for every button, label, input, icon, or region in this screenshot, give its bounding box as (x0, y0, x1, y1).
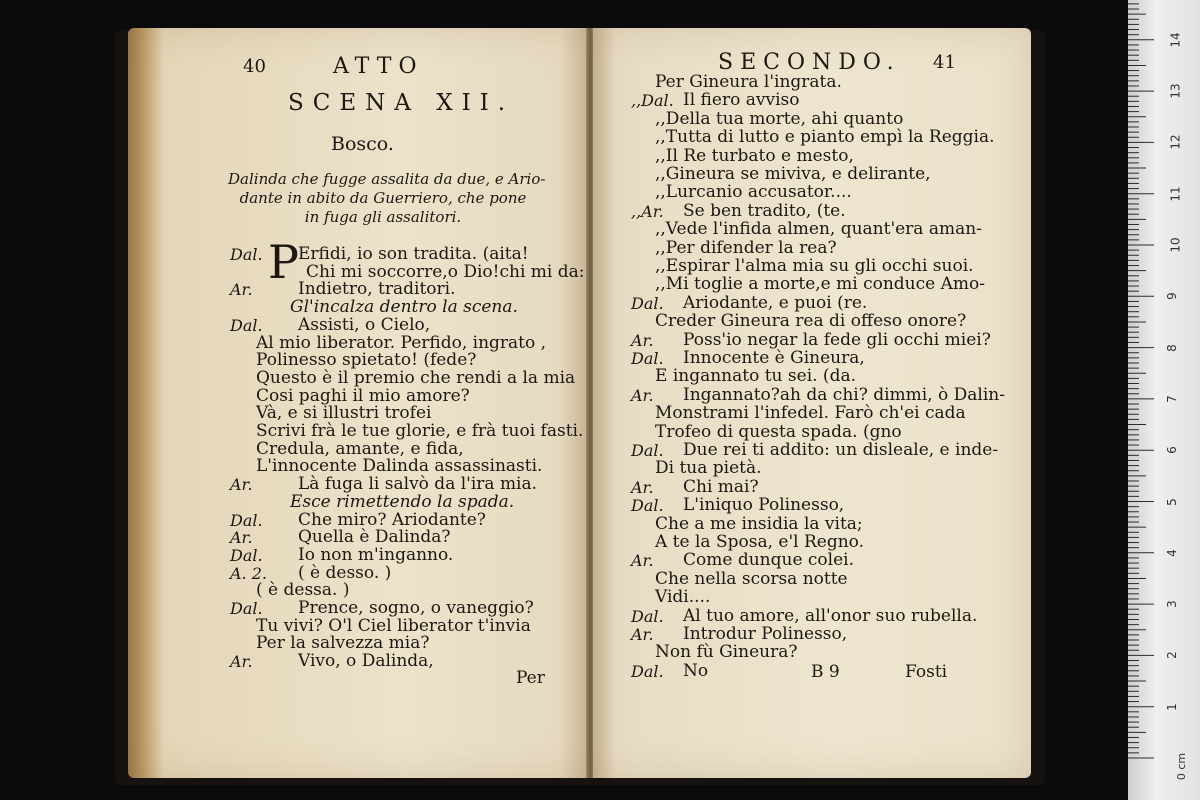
verse-line: Creder Gineura rea di offeso onore? (655, 311, 967, 332)
drop-cap: P (268, 235, 299, 289)
speaker-label: Dal. (631, 441, 664, 460)
speaker-label: Ar. (631, 330, 654, 350)
stage-direction-line: dante in abito da Guerriero, che pone (239, 189, 527, 207)
verse-line: Credula, amante, e fida, (256, 438, 464, 459)
verse-line: Tu vivi? O'l Ciel liberator t'invia (256, 615, 531, 636)
verse-line: ,,Il Re turbato e mesto, (655, 145, 854, 166)
verse-line: Per la salvezza mia? (256, 633, 430, 654)
verse-line: Il fiero avviso (683, 90, 800, 111)
verse-line: Io non m'inganno. (298, 544, 454, 565)
ruler-number: 8 (1164, 343, 1179, 352)
verse-line: Và, e si illustri trofei (256, 403, 432, 424)
verse-line: Due rei ti addito: un disleale, e inde- (683, 440, 999, 460)
ruler-number: 3 (1164, 600, 1179, 608)
signature-mark: B 9 (811, 662, 840, 682)
verse-line: A te la Sposa, e'l Regno. (655, 532, 864, 552)
verse-line: Innocente è Gineura, (683, 348, 865, 368)
ruler-number: 6 (1164, 446, 1179, 455)
verse-line: Là fuga li salvò da l'ira mia. (298, 474, 538, 495)
speaker-label: Dal. (631, 349, 664, 368)
ruler-number: 7 (1164, 395, 1179, 403)
stage-direction-line: Dalinda che fugge assalita da due, e Ario- (228, 170, 546, 188)
verse-line: Questo è il premio che rendi a la mia (256, 367, 576, 388)
verse-line: Chi mi soccorre,o Dio!chi mi da: (306, 261, 585, 282)
speaker-label: Ar. (631, 385, 654, 405)
stage-direction-line: in fuga gli assalitori. (304, 208, 462, 226)
speaker-label: Ar. (230, 528, 253, 548)
speaker-label: Ar. (631, 477, 654, 497)
right-page (593, 28, 1031, 778)
ruler-unit-label: 0 cm (1175, 752, 1189, 781)
verse-line: Vivo, o Dalinda, (298, 651, 434, 672)
verse-line: ,,Tutta di lutto e pianto empì la Reggia. (655, 127, 995, 148)
speaker-label: Ar. (230, 280, 253, 300)
right-page-number: 41 (933, 52, 956, 73)
speaker-label: A. 2. (230, 563, 267, 583)
verse-line: E ingannato tu sei. (da. (655, 366, 856, 387)
verse-line: Al tuo amore, all'onor suo rubella. (683, 605, 978, 626)
speaker-label: ,,Dal. (631, 91, 674, 111)
speaker-label: Dal. (230, 599, 263, 618)
verse-line: Ingannato?ah da chi? dimmi, ò Dalin- (683, 384, 1006, 405)
scene-title: SCENA XII. (288, 90, 515, 116)
verse-line: Al mio liberator. Perfido, ingrato , (256, 332, 547, 353)
verse-line: Ariodante, e puoi (re. (683, 292, 868, 313)
verse-line: No (683, 660, 709, 681)
verse-line: Quella è Dalinda? (298, 527, 451, 548)
verse-line: Assisti, o Cielo, (298, 314, 431, 335)
ruler-number: 2 (1164, 651, 1179, 660)
speaker-label: Ar. (631, 625, 654, 644)
verse-line: Monstrami l'infedel. Farò ch'ei cada (655, 403, 966, 424)
verse-line: ,,Gineura se miviva, e delirante, (655, 164, 931, 184)
verse-line: ,,Della tua morte, ahi quanto (655, 108, 904, 129)
speaker-label: Dal. (631, 606, 664, 626)
speaker-label: ,,Ar. (631, 201, 664, 221)
ruler-number: 13 (1168, 83, 1183, 99)
ruler-number: 4 (1164, 548, 1179, 557)
verse-line: Chi mai? (683, 476, 759, 497)
speaker-label: Dal. (230, 315, 263, 335)
verse-line: Per Gineura l'ingrata. (655, 72, 842, 92)
left-catchword: Per (516, 668, 545, 688)
verse-line: Che a me insidia la vita; (655, 513, 863, 534)
verse-line: ,,Mi toglie a morte,e mi conduce Amo- (655, 274, 985, 295)
verse-line: Indietro, traditori. (298, 279, 456, 300)
right-catchword: Fosti (905, 662, 948, 682)
verse-line: ( è dessa. ) (256, 580, 350, 601)
verse-line: Trofeo di questa spada. (gno (655, 421, 902, 442)
speaker-label: Dal. (230, 545, 263, 565)
speaker-label: Ar. (631, 551, 654, 571)
speaker-label: Ar. (230, 652, 253, 672)
verse-line: Gl'incalza dentro la scena. (290, 297, 518, 318)
verse-line: Prence, sogno, o vaneggio? (298, 598, 534, 618)
verse-line: ,,Lurcanio accusator.... (655, 182, 852, 203)
speaker-label: Dal. (230, 245, 263, 264)
verse-line: ,,Per difender la rea? (655, 237, 837, 258)
verse-line: ,,Espirar l'alma mia su gli occhi suoi. (655, 256, 974, 276)
ruler-number: 9 (1164, 292, 1179, 301)
right-running-head: SECONDO. (718, 50, 901, 75)
verse-line: Scrivi frà le tue glorie, e frà tuoi fasti. (256, 421, 584, 441)
verse-line: Se ben tradito, (te. (683, 200, 846, 221)
verse-line: ( è desso. ) (298, 562, 392, 583)
ruler-number: 10 (1168, 237, 1183, 253)
verse-line: ,,Vede l'infida almen, quant'era aman- (655, 219, 982, 240)
verse-line: Non fù Gineura? (655, 642, 798, 663)
verse-line: Esce rimettendo la spada. (290, 491, 515, 512)
verse-line: Che nella scorsa notte (655, 568, 848, 589)
speaker-label: Dal. (631, 661, 664, 681)
verse-line: Come dunque colei. (683, 550, 854, 571)
ruler-number: 1 (1164, 702, 1179, 711)
ruler-number: 11 (1168, 186, 1183, 202)
ruler-number: 14 (1168, 32, 1183, 48)
verse-line: Vidi.... (655, 587, 711, 608)
speaker-label: Ar. (230, 475, 253, 495)
verse-line: Introdur Polinesso, (683, 624, 848, 644)
speaker-label: Dal. (631, 496, 664, 516)
ruler-number: 5 (1164, 497, 1179, 506)
verse-line: L'innocente Dalinda assassinasti. (256, 456, 543, 477)
left-page-number: 40 (243, 56, 266, 77)
verse-line: Di tua pietà. (655, 458, 762, 479)
verse-line: Polinesso spietato! (fede? (256, 350, 477, 371)
verse-line: Che miro? Ariodante? (298, 509, 486, 530)
left-running-head: ATTO (333, 54, 424, 79)
verse-line: Erfidi, io son tradita. (aita! (298, 244, 529, 264)
measuring-ruler (1128, 0, 1200, 800)
left-page (128, 28, 588, 778)
speaker-label: Dal. (631, 293, 664, 313)
scene-setting: Bosco. (331, 133, 394, 155)
verse-line: L'iniquo Polinesso, (683, 495, 845, 516)
verse-line: Cosi paghi il mio amore? (256, 385, 470, 406)
verse-line: Poss'io negar la fede gli occhi miei? (683, 329, 991, 350)
speaker-label: Dal. (230, 510, 263, 530)
ruler-number: 12 (1168, 134, 1183, 151)
